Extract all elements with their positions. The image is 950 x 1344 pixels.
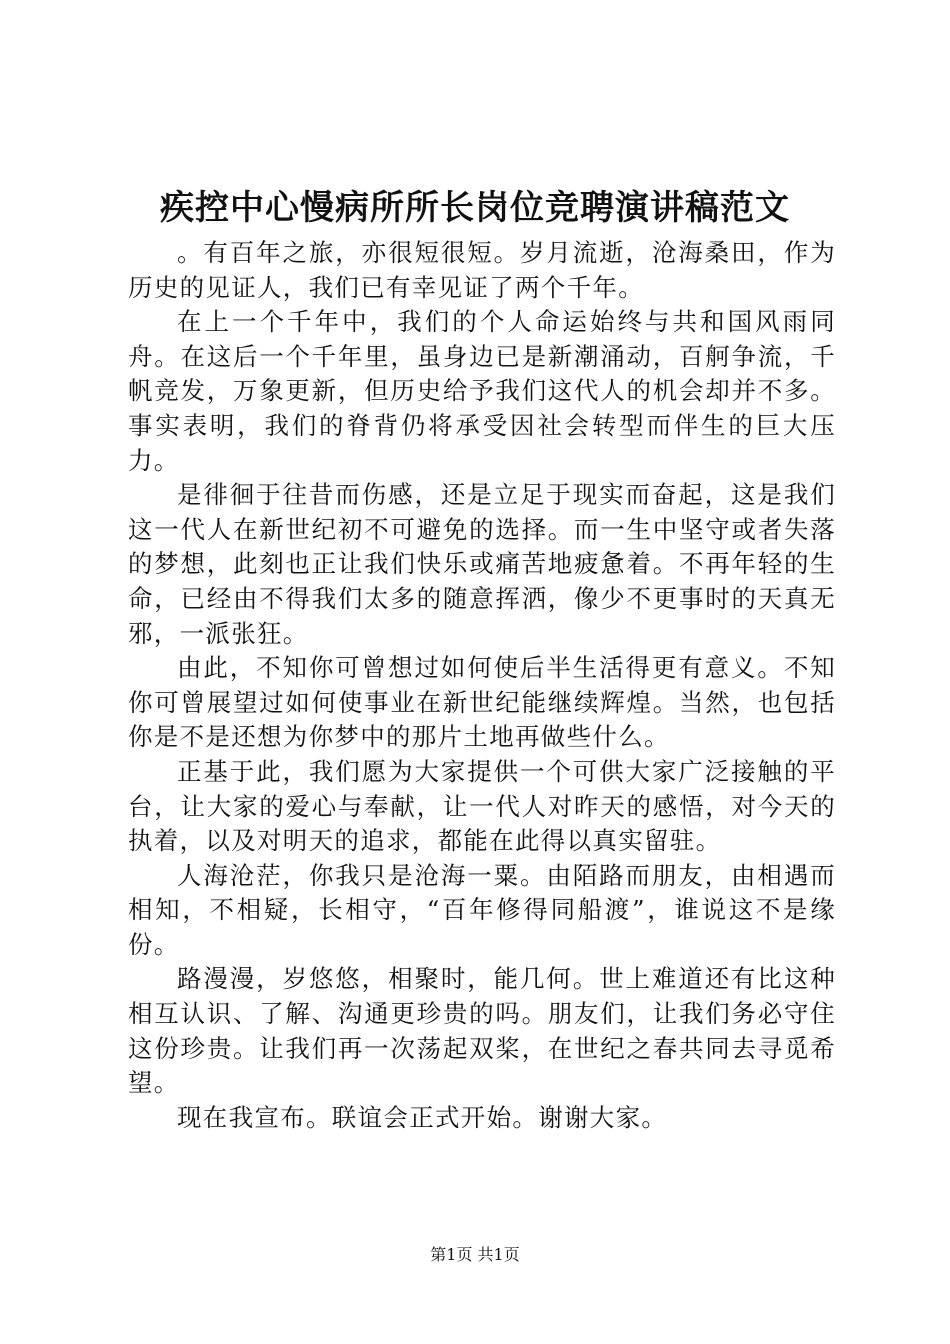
page-footer: 第1页 共1页: [430, 1245, 520, 1264]
paragraph: 是徘徊于往昔而伤感，还是立足于现实而奋起，这是我们这一代人在新世纪初不可避免的选择。而一生中坚守或者失落的梦想，此刻也正让我们快乐或痛苦地疲惫着。不再年轻的生命，已经由不得我们太多的随意挥洒，像少不更事时的天真无邪，一派张狂。: [128, 480, 836, 648]
paragraph: 路漫漫，岁悠悠，相聚时，能几何。世上难道还有比这种相互认识、了解、沟通更珍贵的吗。朋友们，让我们务必守住这份珍贵。让我们再一次荡起双桨，在世纪之春共同去寻觅希望。: [128, 964, 836, 1098]
paragraph: 现在我宣布。联谊会正式开始。谢谢大家。: [177, 1102, 668, 1132]
paragraph: 。有百年之旅，亦很短很短。岁月流逝，沧海桑田，作为历史的见证人，我们已有幸见证了两个千年。: [128, 238, 836, 302]
document-body: [128, 236, 836, 1135]
paragraph: 在上一个千年中，我们的个人命运始终与共和国风雨同舟。在这后一个千年里，虽身边已是新潮涌动，百舸争流，千帆竞发，万象更新，但历史给予我们这代人的机会却并不多。事实表明，我们的脊背仍将承受因社会转型而伴生的巨大压力。: [128, 307, 836, 475]
document-title: 疾控中心慢病所所长岗位竞聘演讲稿范文: [160, 188, 790, 228]
paragraph: 正基于此，我们愿为大家提供一个可供大家广泛接触的平台，让大家的爱心与奉献，让一代人对昨天的感悟，对今天的执着，以及对明天的追求，都能在此得以真实留驻。: [128, 756, 836, 856]
paragraph: 由此，不知你可曾想过如何使后半生活得更有意义。不知你可曾展望过如何使事业在新世纪能继续辉煌。当然，也包括你是不是还想为你梦中的那片土地再做些什么。: [128, 653, 836, 752]
paragraph: 人海沧茫，你我只是沧海一粟。由陌路而朋友，由相遇而相知，不相疑，长相守，“百年修得同船渡”，谁说这不是缘份。: [128, 860, 836, 959]
